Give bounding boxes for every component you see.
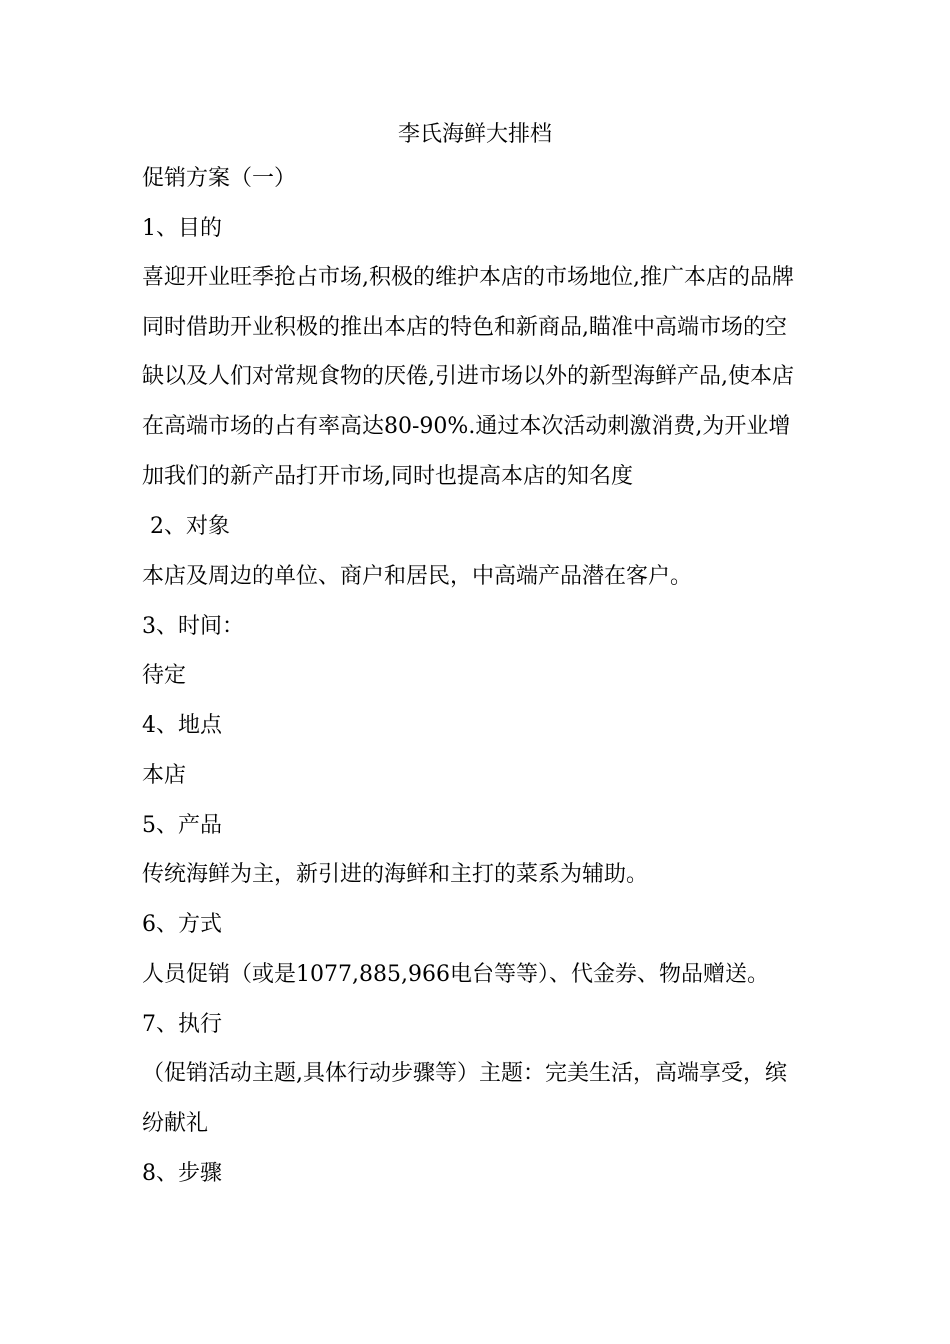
section-heading-steps: 8、步骤 (142, 1161, 222, 1186)
section-heading-target: 2、对象 (150, 514, 230, 539)
document-title: 李氏海鲜大排档 (397, 122, 552, 147)
paragraph-line: 本店及周边的单位、商户和居民，中高端产品潜在客户。 (142, 564, 693, 589)
section-heading-location: 4、地点 (142, 713, 222, 738)
paragraph-line: （促销活动主题,具体行动步骤等）主题：完美生活，高端享受，缤 (142, 1061, 787, 1086)
paragraph-line: 纷献礼 (142, 1111, 209, 1136)
paragraph-line: 人员促销（或是1077,885,966电台等等）、代金券、物品赠送。 (142, 962, 769, 987)
section-heading-method: 6、方式 (142, 912, 222, 937)
paragraph-line: 加我们的新产品打开市场,同时也提高本店的知名度 (142, 464, 633, 489)
paragraph-line: 待定 (142, 663, 187, 688)
section-heading-product: 5、产品 (142, 813, 222, 838)
paragraph-line: 喜迎开业旺季抢占市场,积极的维护本店的市场地位,推广本店的品牌 (142, 265, 794, 290)
paragraph-line: 本店 (142, 763, 187, 788)
section-heading-purpose: 1、目的 (142, 216, 222, 241)
plan-heading: 促销方案（一） (142, 166, 297, 191)
paragraph-line: 传统海鲜为主，新引进的海鲜和主打的菜系为辅助。 (142, 862, 649, 887)
section-heading-time: 3、时间： (142, 614, 244, 639)
section-heading-execution: 7、执行 (142, 1012, 222, 1037)
paragraph-line: 在高端市场的占有率高达80-90%.通过本次活动刺激消费,为开业增 (142, 414, 791, 439)
paragraph-line: 同时借助开业积极的推出本店的特色和新商品,瞄准中高端市场的空 (142, 315, 787, 340)
paragraph-line: 缺以及人们对常规食物的厌倦,引进市场以外的新型海鲜产品,使本店 (142, 364, 794, 389)
